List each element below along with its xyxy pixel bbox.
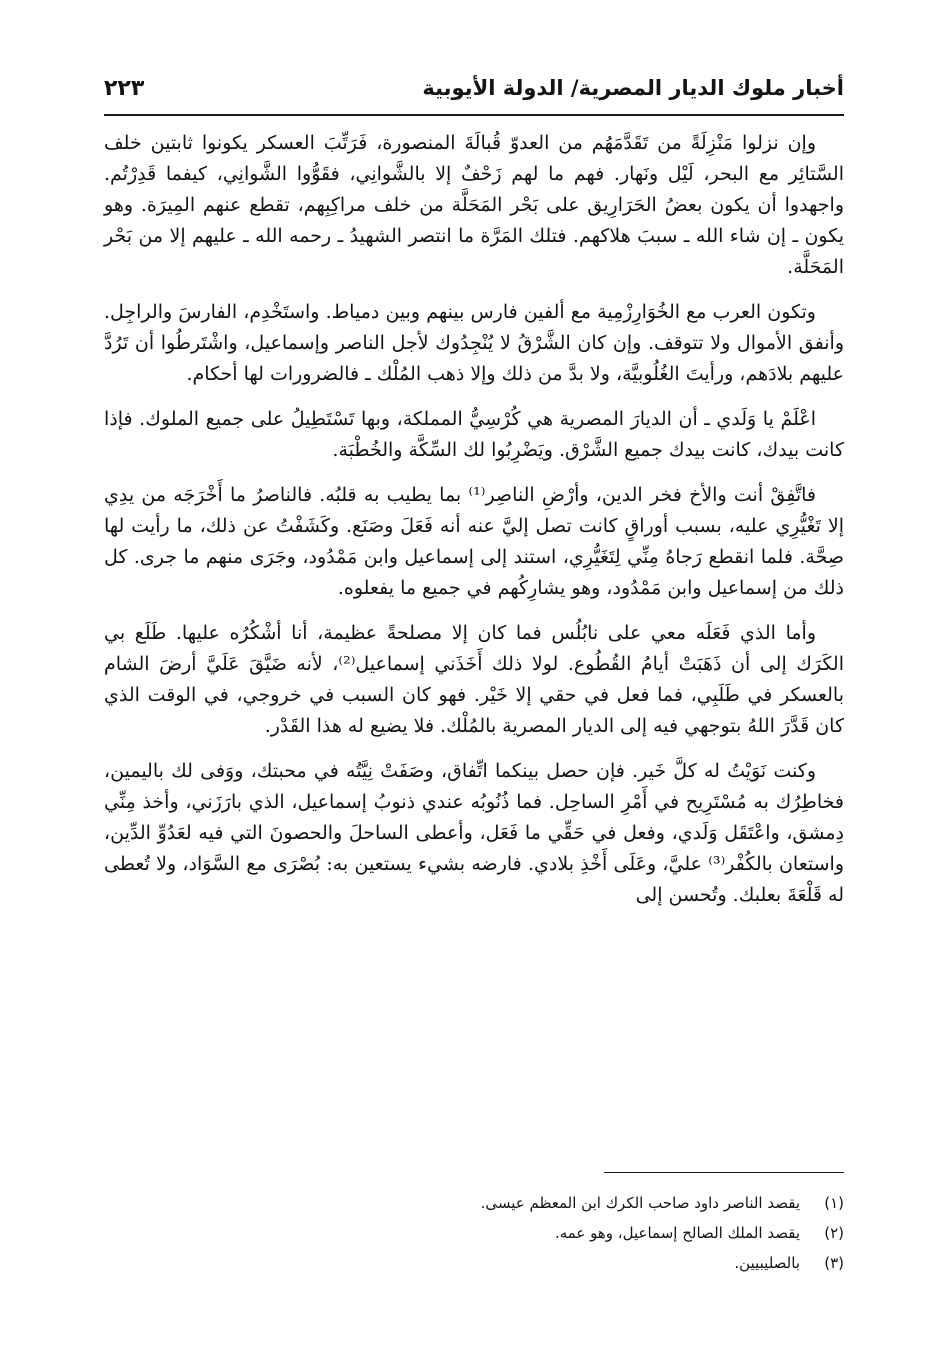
paragraph: اعْلَمْ يا وَلَدي ـ أن الديارَ المصرية هي كُرْسِيُّ المملكة، وبها تَسْتَطِيلُ على جميع الملوك. فإذا كانت بيدك، كانت بيدك جميع الشَّرْق. ويَضْرِبُوا لك السِّكَّة والخُطْبَة. [104, 408, 844, 461]
running-title: أخبار ملوك الديار المصرية/ الدولة الأيوبية [422, 76, 844, 100]
body-text [104, 128, 844, 925]
footnotes [104, 1188, 844, 1278]
paragraph: فاتَّفِقْ أنت والأخ فخر الدين، وأرْضِ الناصِر⁽¹⁾ بما يطيب به قلبُه. فالناصرُ ما أَخْرَجَه من يدِي إلا تَغْيُّرِي عليه، بسبب أوراقٍ كانت تصل إليَّ عنه أنه فَعَلَ وصَنَع. وكَشَفْتُ عن ذلك، ما رأيت لها صِحَّة. فلما انقطع رَجاهُ مِنِّي لِتَغَيُّرِي، استند إلى إسماعيل وابن مَمْدُود، وجَرَى منهم ما جرى. كل ذلك من إسماعيل وابن مَمْدُود، وهو يشارِكُهم في جميع ما يفعلوه. [104, 484, 844, 599]
paragraph: وأما الذي فَعَلَه معي على نابُلُس فما كان إلا مصلحةً عظيمة، أنا أشْكُرُه عليها. طَلَع بي الكَرَك إلى أن ذَهَبَتْ أيامُ القُطُوع. لولا ذلك أَخَذَني إسماعيل⁽²⁾، لأنه ضَيَّقَ عَلَيَّ أرضَ الشام بالعسكر في طَلَبِي، فما فعل في حقي إلا خَيْر. فهو كان السبب في خروجي، في الوقت الذي كان قَدَّرَ اللهُ بتوجهي فيه إلى الديار المصرية بالمُلْك. فلا يضيع له هذا القَدْر. [104, 622, 844, 737]
paragraph: وتكون العرب مع الخُوَارِزْمِية مع ألفين فارس بينهم وبين دمياط. واستَخْدِم، الفارسَ والراجِل. وأنفق الأموال ولا تتوقف. وإن كان الشَّرْقُ لا يُنْجِدُوك لأجل الناصر وإسماعيل، واشْتَرطُوا أن تَرُدَّ عليهم بلادَهم، ورأيتَ الغُلُوبيَّة، ولا بدَّ من ذلك وإلا ذهب المُلْك ـ فالضرورات لها أحكام. [104, 301, 844, 385]
footnote-text: بالصليبيين. [734, 1254, 800, 1272]
footnote [104, 1218, 844, 1248]
footnote [104, 1248, 844, 1278]
footnote-divider [604, 1172, 844, 1173]
footnote-number: (٣) [824, 1254, 844, 1272]
paragraph: وإن نزلوا مَنْزِلَةً من تَقَدَّمَهُم من العدوّ قُبالَةَ المنصورة، فَرَتِّبَ العسكر يكونوا ثابتين خلف السَّتائِر مع البحر، لَيْل ونَهار. فهم ما لهم زَحْفٌ إلا بالشَّوانِي، فقَوُّوا الشَّوانِي، كيفما قَدِرْتُم. واجهدوا أن يكون بعضُ الحَرَارِيق على بَحْر المَحَلَّة من خلف مراكِبِهم، تقطع عنهم المِيرَة. وهو يكون ـ إن شاء الله ـ سببَ هلاكهم. فتلك المَرَّة ما انتصر الشهيدُ ـ رحمه الله ـ عليهم إلا من بَحْر المَحَلَّة. [104, 132, 844, 278]
paragraph: وكنت نَوَيْتُ له كلَّ خَير. فإن حصل بينكما اتِّفاق، وصَفَتْ نِيَّتُه في محبتك، ووَفى لك باليمين، فخاطِرُك به مُسْتَرِيح في أَمْرِ الساحِل. فما ذُنُوبُه عندي ذنوبُ إسماعيل، الذي بارَزَني، وأخذ مِنِّي دِمشق، واعْتَقَل وَلَدي، وفعل في حَقِّي ما فَعَل، وأعطى الساحلَ والحصونَ التي فيه لعَدُوِّ الدِّين، واستعان بالكُفْر⁽³⁾ عليَّ، وعَلَى أَخْذِ بلادي. فارضه بشيء يستعين به: بُصْرَى مع السَّوَاد، ولا تُعطى له قَلْعَةَ بعلبك. وتُحسن إلى [104, 760, 844, 906]
footnote [104, 1188, 844, 1218]
footnote-text: يقصد الناصر داود صاحب الكرك ابن المعظم عيسى. [480, 1194, 800, 1212]
footnote-number: (٢) [824, 1224, 844, 1242]
footnote-number: (١) [824, 1194, 844, 1212]
footnote-text: يقصد الملك الصالح إسماعيل، وهو عمه. [554, 1224, 800, 1242]
page-number: ٢٢٣ [104, 76, 145, 101]
page-header [104, 70, 844, 116]
